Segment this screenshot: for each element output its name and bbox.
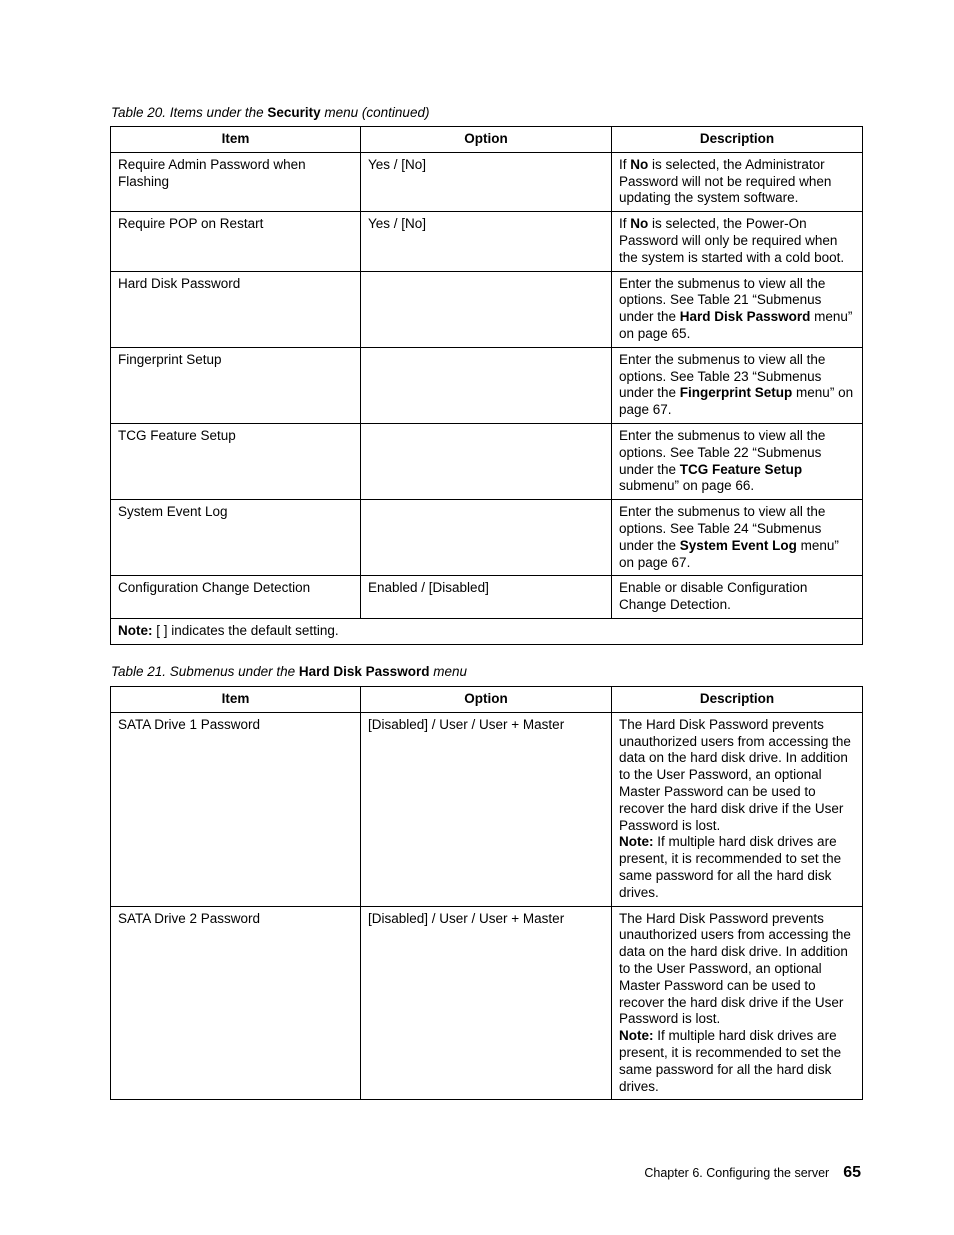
bold-term: System Event Log	[679, 537, 797, 553]
cell-description: Enter the submenus to view all the options. See Table 23 “Submenus under the Fingerprint Setup menu” on page 67.	[612, 347, 863, 423]
table-21-body	[111, 712, 863, 1100]
bold-term: Note:	[619, 1028, 654, 1044]
page-number: 65	[843, 1164, 861, 1181]
cell-option: [Disabled] / User / User + Master	[361, 906, 612, 1100]
header-option: Option	[361, 687, 612, 713]
caption-bold: Hard Disk Password	[298, 664, 430, 679]
caption-prefix: Table 21. Submenus under the	[111, 664, 299, 679]
cell-option	[361, 271, 612, 347]
caption-bold: Security	[267, 105, 321, 120]
cell-item: TCG Feature Setup	[111, 423, 361, 499]
bold-term: Note:	[619, 834, 654, 850]
cell-item: Require POP on Restart	[111, 212, 361, 271]
cell-option	[361, 423, 612, 499]
table-row	[111, 423, 863, 499]
caption-suffix: menu (continued)	[320, 105, 430, 120]
note-text: [ ] indicates the default setting.	[152, 622, 339, 638]
table-row	[111, 576, 863, 619]
caption-prefix: Table 20. Items under the	[111, 105, 268, 120]
cell-description: If No is selected, the Administrator Password will not be required when updating the system software.	[612, 152, 863, 211]
header-description: Description	[612, 687, 863, 713]
cell-item: Hard Disk Password	[111, 271, 361, 347]
table-21	[110, 686, 863, 1100]
cell-item: Configuration Change Detection	[111, 576, 361, 619]
table-20-caption	[111, 105, 429, 121]
table-header-row	[111, 687, 863, 713]
table-21-caption	[111, 664, 467, 680]
table-row	[111, 347, 863, 423]
cell-description: Enter the submenus to view all the options. See Table 21 “Submenus under the Hard Disk Password menu” on page 65.	[612, 271, 863, 347]
cell-option: Enabled / [Disabled]	[361, 576, 612, 619]
cell-item: SATA Drive 1 Password	[111, 712, 361, 906]
note-label: Note:	[118, 622, 153, 638]
caption-suffix: menu	[429, 664, 467, 679]
bold-term: TCG Feature Setup	[679, 461, 803, 477]
cell-description: Enable or disable Configuration Change Detection.	[612, 576, 863, 619]
page-footer	[644, 1164, 861, 1182]
cell-option: [Disabled] / User / User + Master	[361, 712, 612, 906]
table-row	[111, 271, 863, 347]
table-header-row	[111, 127, 863, 153]
table-row	[111, 500, 863, 576]
cell-description: The Hard Disk Password prevents unauthorized users from accessing the data on the hard disk drive. In addition to the User Password, an optional Master Password can be used to recover the hard disk drive if the User Password is lost. Note: If multiple hard disk drives are present, it is recommended to set the same password for all the hard disk drives.	[612, 906, 863, 1100]
bold-term: Fingerprint Setup	[679, 385, 793, 401]
cell-description: If No is selected, the Power-On Password will only be required when the system is started with a cold boot.	[612, 212, 863, 271]
bold-term: No	[630, 216, 649, 232]
cell-description: Enter the submenus to view all the options. See Table 22 “Submenus under the TCG Feature Setup submenu” on page 66.	[612, 423, 863, 499]
chapter-title: Chapter 6. Configuring the server	[644, 1166, 830, 1180]
cell-item: Fingerprint Setup	[111, 347, 361, 423]
note-row	[111, 618, 863, 644]
header-item: Item	[111, 127, 361, 153]
header-option: Option	[361, 127, 612, 153]
cell-item: SATA Drive 2 Password	[111, 906, 361, 1100]
cell-option	[361, 500, 612, 576]
cell-description: The Hard Disk Password prevents unauthorized users from accessing the data on the hard disk drive. In addition to the User Password, an optional Master Password can be used to recover the hard disk drive if the User Password is lost. Note: If multiple hard disk drives are present, it is recommended to set the same password for all the hard disk drives.	[612, 712, 863, 906]
table-row	[111, 152, 863, 211]
cell-option	[361, 347, 612, 423]
cell-option: Yes / [No]	[361, 212, 612, 271]
cell-item: System Event Log	[111, 500, 361, 576]
table-row	[111, 212, 863, 271]
bold-term: Hard Disk Password	[679, 309, 811, 325]
table-row	[111, 712, 863, 906]
header-item: Item	[111, 687, 361, 713]
note-cell	[111, 618, 863, 644]
table-20	[110, 126, 863, 645]
cell-item: Require Admin Password when Flashing	[111, 152, 361, 211]
header-description: Description	[612, 127, 863, 153]
cell-option: Yes / [No]	[361, 152, 612, 211]
table-row	[111, 906, 863, 1100]
cell-description: Enter the submenus to view all the options. See Table 24 “Submenus under the System Event Log menu” on page 67.	[612, 500, 863, 576]
table-20-body	[111, 152, 863, 618]
bold-term: No	[630, 156, 649, 172]
